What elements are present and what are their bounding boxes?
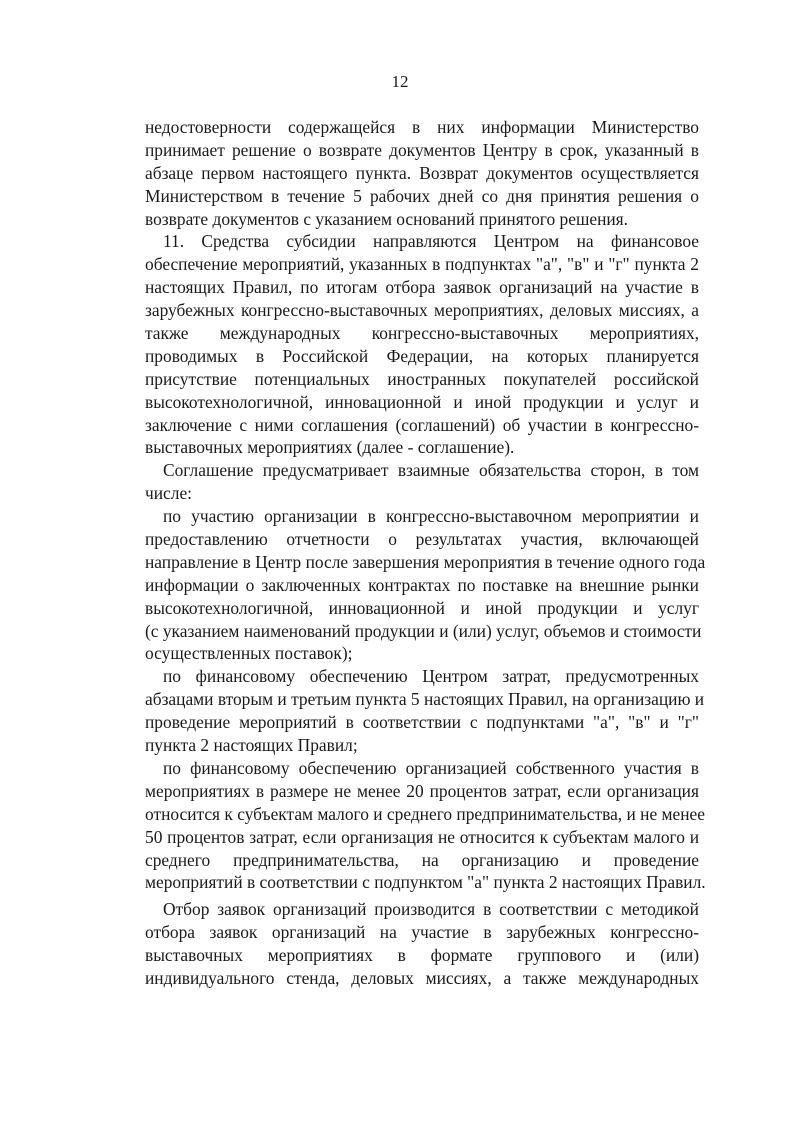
text-line: (с указанием наименований продукции и (или) услуг, объемов и стоимости [145,620,702,641]
paragraph-agreement [145,459,699,505]
document-body [145,116,706,990]
text-line: индивидуального стенда, деловых миссиях, а также международных [145,967,699,988]
text-line: настоящих Правил, по итогам отбора заявок организаций на участие в [145,277,699,298]
text-line: мероприятий в соответствии с подпунктом "а" пункта 2 настоящих Правил. [145,872,706,893]
text-line: принимает решение о возврате документов Центру в срок, указанный в [145,139,699,160]
text-line: также международных конгрессно-выставочных мероприятиях, [145,323,699,344]
text-line: относится к субъектам малого и среднего предпринимательства, и не менее [145,803,705,824]
text-line: заключение с ними соглашения (соглашений) об участии в конгрессно- [145,414,699,435]
text-line: абзацами вторым и третьим пункта 5 настоящих Правил, на организацию и [145,689,705,710]
text-line: по финансовому обеспечению Центром затрат, предусмотренных [163,666,699,687]
text-line: выставочных мероприятиях в формате группового и (или) [145,945,699,966]
paragraph-obligation-center-funding [145,665,705,757]
text-line: Соглашение предусматривает взаимные обязательства сторон, в том [163,460,699,481]
text-line: 50 процентов затрат, если организация не относится к субъектам малого и [145,826,699,847]
text-line: по финансовому обеспечению организацией собственного участия в [163,757,699,778]
text-line: информации о заключенных контрактах по поставке на внешние рынки [145,574,699,595]
text-line: проведение мероприятий в соответствии с подпунктами "а", "в" и "г" [145,712,699,733]
text-line: высокотехнологичной, инновационной и иной продукции и услуг и [145,391,699,412]
page-number: 12 [391,72,409,91]
text-line: предоставлению отчетности о результатах участия, включающей [145,529,699,550]
text-line: зарубежных конгрессно-выставочных мероприятиях, деловых миссиях, а [145,300,699,321]
text-line: 11. Средства субсидии направляются Центром на финансовое [163,231,699,252]
text-line: среднего предпринимательства, на организацию и проведение [145,849,699,870]
text-line: числе: [145,483,193,504]
text-line: осуществленных поставок); [145,643,353,664]
text-line: абзаце первом настоящего пункта. Возврат документов осуществляется [145,162,699,183]
paragraph-item-11 [145,230,699,459]
paragraph-obligation-participation [145,505,706,665]
text-line: Отбор заявок организаций производится в соответствии с методикой [163,899,699,920]
text-line: мероприятиях в размере не менее 20 процентов затрат, если организация [145,780,699,801]
paragraph-selection [145,898,699,990]
text-line: Министерством в течение 5 рабочих дней со дня принятия решения о [145,185,699,206]
text-line: проводимых в Российской Федерации, на которых планируется [145,345,699,366]
text-line: отбора заявок организаций на участие в зарубежных конгрессно- [145,922,699,943]
text-line: пункта 2 настоящих Правил; [145,735,358,756]
text-line: возврате документов с указанием оснований принятого решения. [145,208,629,229]
paragraph-continuation [145,116,699,230]
text-line: направление в Центр после завершения мероприятия в течение одного года [145,551,706,572]
paragraph-obligation-organization-funding [145,757,706,894]
text-line: обеспечение мероприятий, указанных в подпунктах "а", "в" и "г" пункта 2 [145,254,699,275]
text-line: высокотехнологичной, инновационной и иной продукции и услуг [145,597,699,618]
text-line: по участию организации в конгрессно-выставочном мероприятии и [163,506,699,527]
text-line: недостоверности содержащейся в них информации Министерство [145,117,699,137]
text-line: присутствие потенциальных иностранных покупателей российской [145,368,699,389]
text-line: выставочных мероприятиях (далее - соглашение). [145,437,515,458]
